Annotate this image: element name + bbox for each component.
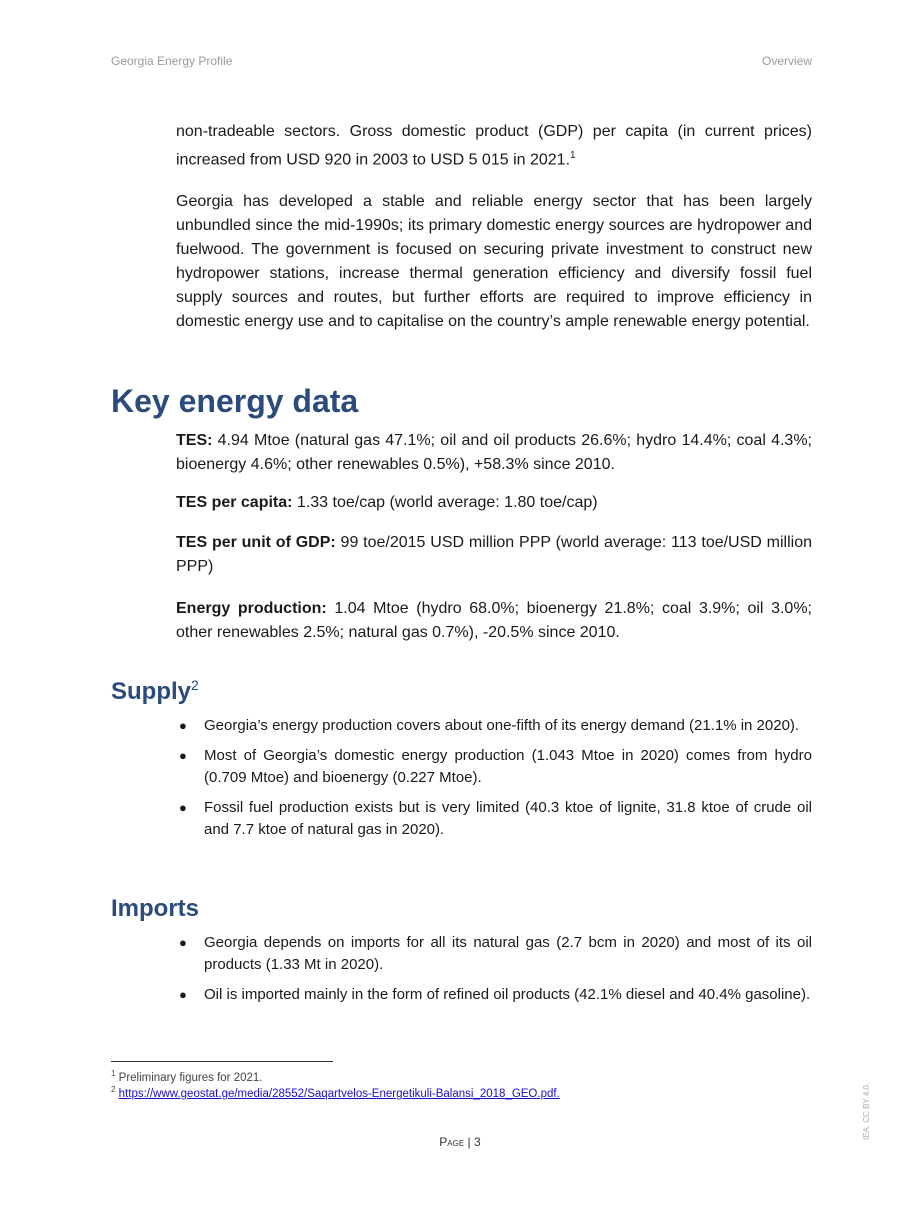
footnote-ref-2[interactable]: 2 xyxy=(191,677,199,693)
bullet-icon: ● xyxy=(179,718,187,733)
footnote-2: $^2$ https://www.geostat.ge/media/28552/Saqartvelos-Energetikuli-Balansi_2018_GEO.pdf. xyxy=(111,1085,560,1100)
kd-tes-per-gdp: TES per unit of GDP: 99 toe/2015 USD million PPP (world average: 113 toe/USD million PPP) xyxy=(176,534,812,575)
bullet-icon: ● xyxy=(179,987,187,1002)
supply-list xyxy=(176,715,812,849)
kd-tes-per-capita: TES per capita: 1.33 toe/cap (world average: 1.80 toe/cap) xyxy=(176,494,598,511)
bullet-icon: ● xyxy=(179,748,187,763)
intro-paragraph-2: Georgia has developed a stable and reliable energy sector that has been largely unbundled since the mid-1990s; its primary domestic energy sources are hydropower and fuelwood. The government is focused on securing private investment to construct new hydropower stations, increase thermal generation efficiency and diversify fossil fuel supply sources and routes, but further efforts are required to improve efficiency in domestic energy use and to capitalise on the country’s ample renewable energy potential. xyxy=(176,193,812,331)
supply-heading: Supply$^2$ xyxy=(111,677,199,705)
bullet-icon: ● xyxy=(179,935,187,950)
license-watermark: IEA. CC BY 4.0. xyxy=(862,1082,871,1140)
kd-energy-production: Energy production: 1.04 Mtoe (hydro 68.0%; bioenergy 21.8%; coal 3.9%; oil 3.0%; other renewables 2.5%; natural gas 0.7%), -20.5% since 2010. xyxy=(176,600,812,641)
key-energy-data-heading: Key energy data xyxy=(111,383,359,419)
intro-section xyxy=(176,120,812,334)
list-item: ● Most of Georgia’s domestic energy production (1.043 Mtoe in 2020) comes from hydro (0.709 Mtoe) and bioenergy (0.227 Mtoe). xyxy=(179,747,812,786)
list-item: ● Georgia’s energy production covers about one-fifth of its energy demand (21.1% in 2020). xyxy=(176,715,812,737)
list-item: ● Oil is imported mainly in the form of refined oil products (42.1% diesel and 40.4% gasoline). xyxy=(176,984,812,1006)
footnote-ref-1[interactable]: 1 xyxy=(570,150,576,161)
footnote-2-link[interactable]: https://www.geostat.ge/media/28552/Saqartvelos-Energetikuli-Balansi_2018_GEO.pdf. xyxy=(118,1087,560,1100)
header-section: Overview xyxy=(761,54,812,68)
header-doc-title: Georgia Energy Profile xyxy=(111,54,233,68)
page-number: Page | 3 xyxy=(439,1135,481,1149)
footnote-divider xyxy=(111,1061,333,1062)
list-item: ● Georgia depends on imports for all its natural gas (2.7 bcm in 2020) and most of its oil products (1.33 Mt in 2020). xyxy=(179,934,812,973)
list-item: ● Fossil fuel production exists but is very limited (40.3 ktoe of lignite, 31.8 ktoe of crude oil and 7.7 ktoe of natural gas in 2020). xyxy=(179,799,812,838)
imports-list xyxy=(176,932,812,1014)
footnote-1: $^1$ Preliminary figures for 2021. xyxy=(111,1069,263,1084)
kd-tes: TES: 4.94 Mtoe (natural gas 47.1%; oil and oil products 26.6%; hydro 14.4%; coal 4.3%; bioenergy 4.6%; other renewables 0.5%), +58.3% since 2010. xyxy=(176,432,812,473)
bullet-icon: ● xyxy=(179,800,187,815)
imports-heading: Imports xyxy=(111,895,200,922)
intro-paragraph-1: non-tradeable sectors. Gross domestic product (GDP) per capita (in current prices) increased from USD 920 in 2003 to USD 5 015 in 2021.$^1$ xyxy=(176,123,812,169)
